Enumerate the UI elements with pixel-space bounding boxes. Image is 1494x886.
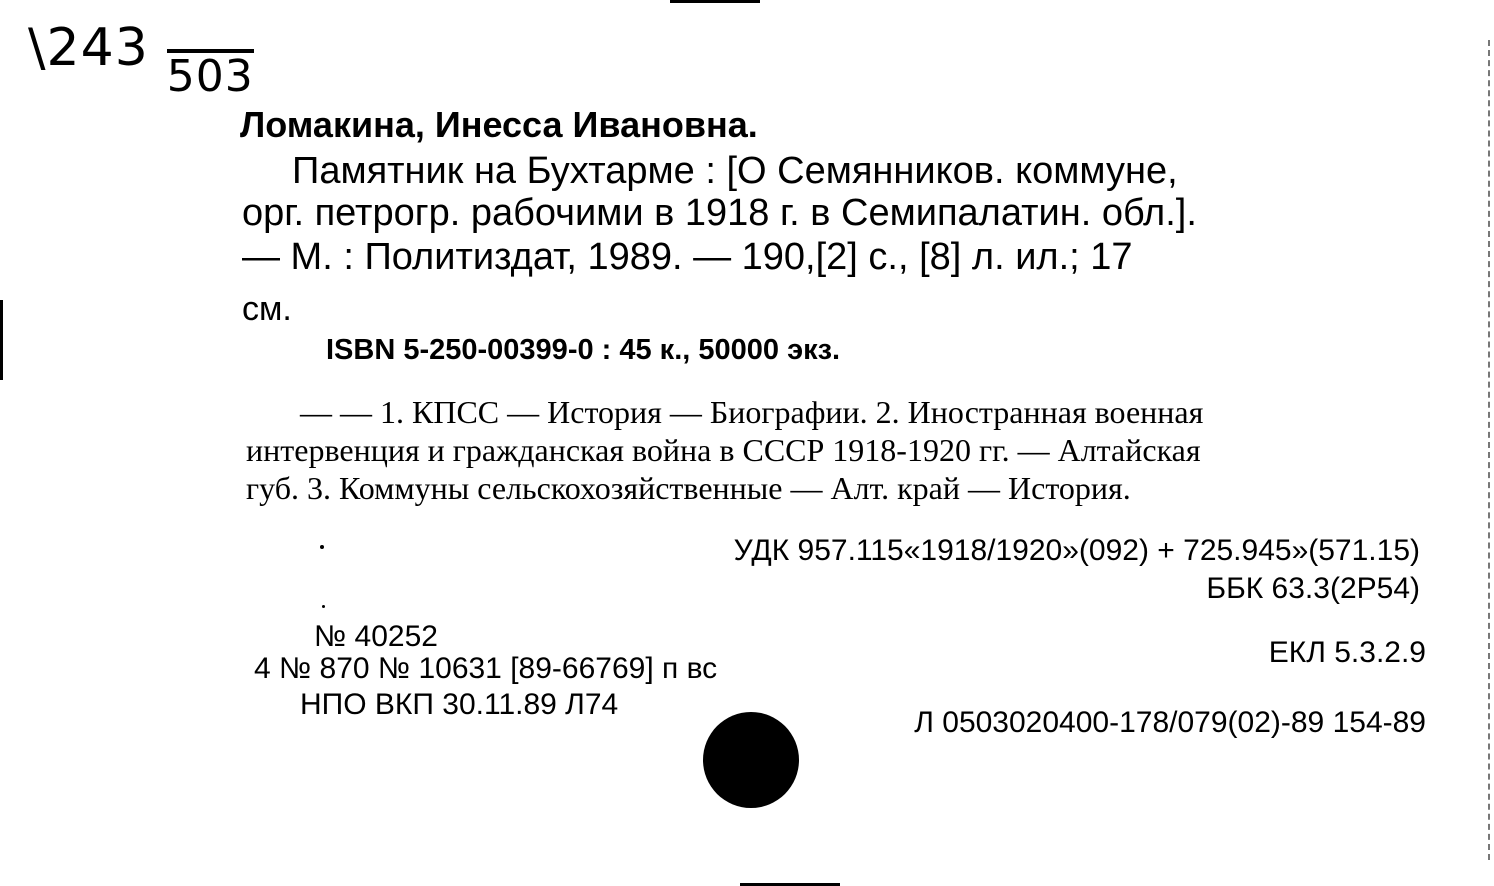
top-edge-mark xyxy=(670,0,760,3)
punch-hole xyxy=(703,712,799,808)
udk-code: УДК 957.115«1918/1920»(092) + 725.945»(571.15) xyxy=(733,534,1420,567)
author-heading: Ломакина, Инесса Ивановна. xyxy=(240,104,758,145)
record-number: № 40252 xyxy=(314,620,438,653)
subject-line-3: губ. 3. Коммуны сельскохозяйственные — Алт. край — История. xyxy=(246,470,1131,506)
handwritten-shelfmark xyxy=(28,18,254,102)
speck xyxy=(322,605,325,608)
shelfmark-fraction: 503 xyxy=(166,51,254,102)
order-line: 4 № 870 № 10631 [89-66769] п вс xyxy=(254,652,718,685)
description-line-2: орг. петрогр. рабочими в 1918 г. в Семипалатин. обл.]. xyxy=(242,192,1197,234)
left-edge-mark xyxy=(0,300,3,380)
subject-line-1: — — 1. КПСС — История — Биографии. 2. Иностранная военная xyxy=(300,394,1204,430)
description-line-3: — М. : Политиздат, 1989. — 190,[2] с., [8] л. ил.; 17 xyxy=(242,236,1133,278)
subject-line-2: интервенция и гражданская война в СССР 1918-1920 гг. — Алтайская xyxy=(246,432,1201,468)
right-edge-mark xyxy=(1486,40,1490,860)
description-line-1: Памятник на Бухтарме : [О Семянников. коммуне, xyxy=(292,150,1178,192)
speck xyxy=(320,545,324,549)
l-code: Л 0503020400-178/079(02)-89 154-89 xyxy=(914,706,1426,739)
bbk-code: ББК 63.3(2Р54) xyxy=(1206,572,1420,605)
npo-line: НПО ВКП 30.11.89 Л74 xyxy=(300,688,619,721)
description-line-4: см. xyxy=(242,290,292,328)
ekl-code: ЕКЛ 5.3.2.9 xyxy=(1268,636,1426,669)
isbn-line: ISBN 5-250-00399-0 : 45 к., 50000 экз. xyxy=(326,334,841,366)
shelfmark-number: \243 xyxy=(28,18,149,78)
